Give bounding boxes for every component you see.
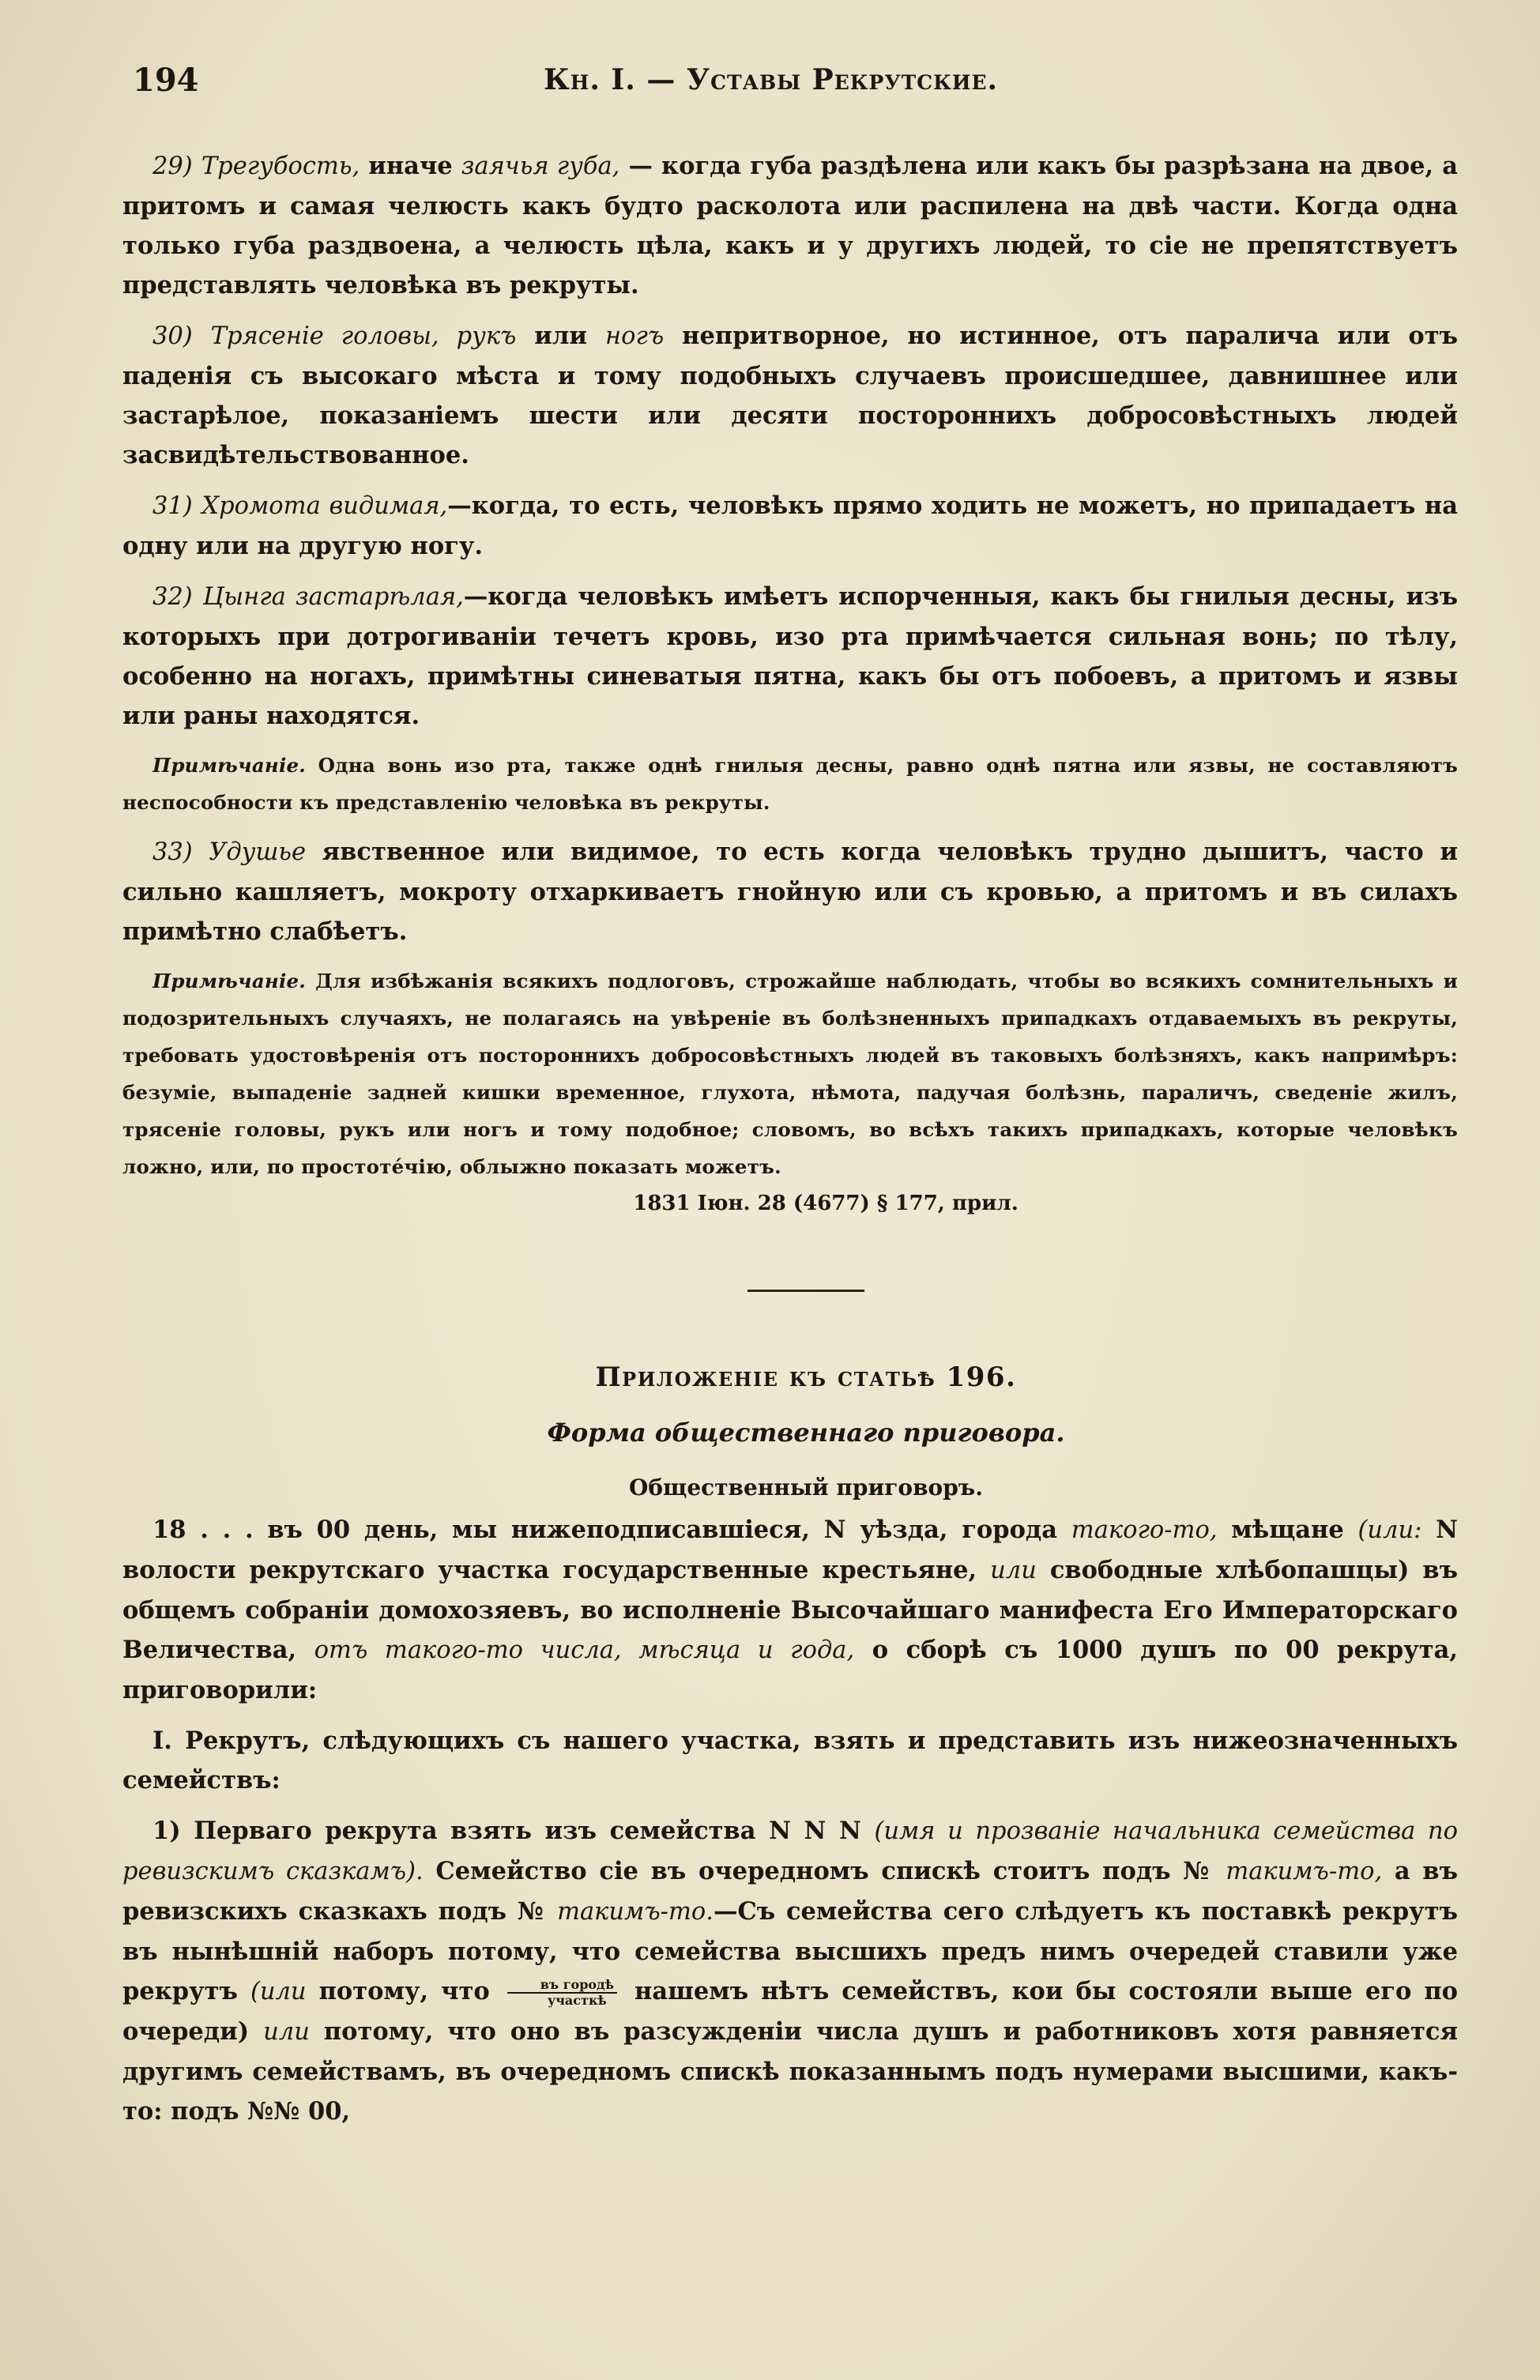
subpoint-text-6: нашемъ нѣтъ семействъ, кои бы состояли выше его по очереди) <box>122 1977 1458 2046</box>
item-29 <box>122 146 1458 305</box>
running-head: Кн. I. — Уставы Рекрутские. <box>544 63 999 96</box>
note-1-text: Одна вонь изо рта, также однѣ гнилыя десны, равно однѣ пятна или язвы, не составляютъ неспособности къ представленію человѣка въ рекруты. <box>122 754 1458 814</box>
subpoint-text-7: потому, что оно въ разсужденіи числа душъ и работниковъ хотя равняется другимъ семействамъ, въ очередномъ спискѣ показаннымъ подъ нумерами высшими, какъ-то: подъ №№ 00, <box>122 2017 1458 2126</box>
subpoint-text-5: потому, что <box>306 1977 503 2005</box>
form-intro-text-3: N волости рекрутскаго участка государственные крестьяне, <box>122 1516 1459 1584</box>
item-32-text: —когда человѣкъ имѣетъ испорченныя, какъ бы гнилыя десны, изъ которыхъ при дотрогиваніи течетъ кровь, изо рта примѣчается сильная вонь; по тѣлу, особенно на ногахъ, примѣтны синеватыя пятна, какъ бы отъ побоевъ, а притомъ и язвы или раны находятся. <box>122 582 1458 730</box>
form-point-1: I. Рекрутъ, слѣдующихъ съ нашего участка, взять и представить изъ нижеозначенныхъ семействъ: <box>122 1727 1458 1794</box>
item-30-connector: или <box>516 322 605 350</box>
note-2-text: Для избѣжанія всякихъ подлоговъ, строжайше наблюдать, чтобы во всякихъ сомнительныхъ и подозрительныхъ случаяхъ, не полагаясь на увѣреніе въ болѣзненныхъ припадкахъ отдаваемыхъ въ рекруты, требовать удостовѣренія отъ постороннихъ добросовѣстныхъ людей въ таковыхъ болѣзняхъ, какъ напримѣръ: безуміе, выпаденіе задней кишки временное, глухота, нѣмота, падучая болѣзнь, параличъ, сведеніе жилъ, трясеніе головы, рукъ или ногъ и тому подобное; словомъ, во всѣхъ такихъ припадкахъ, которые человѣкъ ложно, или, по простоте́чію, облыжно показать можетъ. <box>122 970 1458 1178</box>
item-33 <box>122 832 1458 951</box>
item-33-text: явственное или видимое, то есть когда человѣкъ трудно дышитъ, часто и сильно кашляетъ, мокроту отхаркиваетъ гнойную или съ кровью, а притомъ и въ силахъ примѣтно слабѣетъ. <box>122 838 1458 946</box>
subpoint-text-2: Семейство сіе въ очередномъ спискѣ стоитъ подъ № <box>423 1857 1226 1885</box>
note-2-label: Примѣчаніе. <box>152 970 306 992</box>
form-intro-text-1: 18 . . . въ 00 день, мы нижеподписавшіеся, N уѣзда, города <box>152 1516 1071 1544</box>
fraction-numerator: въ городѣ <box>507 1978 617 1994</box>
form-intro-italic-3: или <box>990 1557 1037 1584</box>
subpoint-text-3: а въ ревизскихъ сказкахъ подъ № <box>122 1857 1459 1926</box>
subpoint-italic-3: такимъ-то. <box>557 1898 714 1926</box>
page-header <box>133 62 1460 117</box>
city-or-district-fraction <box>507 1978 617 2008</box>
subpoint-text-1: 1) Перваго рекрута взять изъ семейства N N N <box>152 1817 875 1845</box>
section-divider <box>747 1290 864 1292</box>
law-citation: 1831 Іюн. 28 (4677) § 177, прил. <box>633 1192 1019 1215</box>
form-intro-italic-1: такого-то, <box>1071 1516 1218 1544</box>
item-29-connector: иначе <box>360 152 461 180</box>
fraction-denominator: участкѣ <box>547 1993 607 2008</box>
form-intro-italic-2: (или: <box>1357 1516 1422 1544</box>
item-30-text: непритворное, но истинное, отъ паралича или отъ паденія съ высокаго мѣста и тому подобныхъ случаевъ происшедшее, давнишнее или застарѣлое, показаніемъ шести или десяти постороннихъ добросовѣстныхъ людей засвидѣтельствованное. <box>122 322 1458 469</box>
item-31-text: —когда, то есть, человѣкъ прямо ходить не можетъ, но припадаетъ на одну или на другую ногу. <box>122 491 1459 560</box>
appendix-subtitle: Форма общественнаго приговора. <box>547 1418 1065 1448</box>
form-intro-italic-4: отъ такого-то числа, мѣсяца и года, <box>314 1636 855 1664</box>
form-intro-text-4: свободные хлѣбопашцы) въ общемъ собраніи домохозяевъ, во исполненіе Высочайшаго манифеста Его Императорскаго Величества, <box>122 1556 1458 1664</box>
subpoint-italic-4: (или <box>250 1978 307 2005</box>
item-30-term: Трясеніе головы, рукъ <box>210 322 517 350</box>
page-number: 194 <box>133 62 199 99</box>
item-29-number: 29) <box>152 153 193 180</box>
note-1-label: Примѣчаніе. <box>152 754 306 777</box>
note-2 <box>122 962 1458 1185</box>
subpoint-italic-1: (имя и прозваніе начальника семейства по ревизскимъ сказкамъ). <box>122 1817 1458 1885</box>
item-32 <box>122 577 1458 736</box>
page-body <box>122 146 1458 2131</box>
item-32-term: Цынга застарѣлая, <box>202 583 464 611</box>
form-subpoint-1 <box>122 1811 1458 2131</box>
item-30-term-alt: ногъ <box>605 322 665 350</box>
note-1 <box>122 747 1458 821</box>
subpoint-italic-2: такимъ-то, <box>1226 1858 1383 1885</box>
item-30-number: 30) <box>152 322 193 350</box>
item-31-term: Хромота видимая, <box>201 492 448 520</box>
item-31 <box>122 486 1458 566</box>
item-32-number: 32) <box>152 583 193 611</box>
subpoint-italic-5: или <box>263 2018 310 2046</box>
item-30 <box>122 316 1458 475</box>
appendix-title: Приложеніе къ статьѣ 196. <box>595 1361 1017 1393</box>
form-title: Общественный приговоръ. <box>628 1474 984 1501</box>
item-33-number: 33) <box>152 838 193 866</box>
item-29-term: Трегубость, <box>201 153 360 180</box>
form-intro-text-5: о сборѣ съ 1000 душъ по 00 рекрута, приговорили: <box>122 1636 1459 1704</box>
subpoint-text-4: —Съ семейства сего слѣдуетъ къ поставкѣ рекрутъ въ нынѣшній наборъ потому, что семейства высшихъ предъ нимъ очередей ставили уже рекрутъ <box>122 1897 1458 2005</box>
item-29-text: — когда губа раздѣлена или какъ бы разрѣзана на двое, а притомъ и самая челюсть какъ будто расколота или распилена на двѣ части. Когда одна только губа раздвоена, а челюсть цѣла, какъ и у другихъ людей, то сіе не препятствуетъ представлять человѣка въ рекруты. <box>122 152 1458 299</box>
item-29-term-alt: заячья губа, <box>461 153 620 180</box>
form-intro-text-2: мѣщане <box>1217 1516 1358 1544</box>
item-33-term: Удушье <box>209 838 307 866</box>
form-intro <box>122 1510 1458 1710</box>
item-31-number: 31) <box>152 492 193 520</box>
